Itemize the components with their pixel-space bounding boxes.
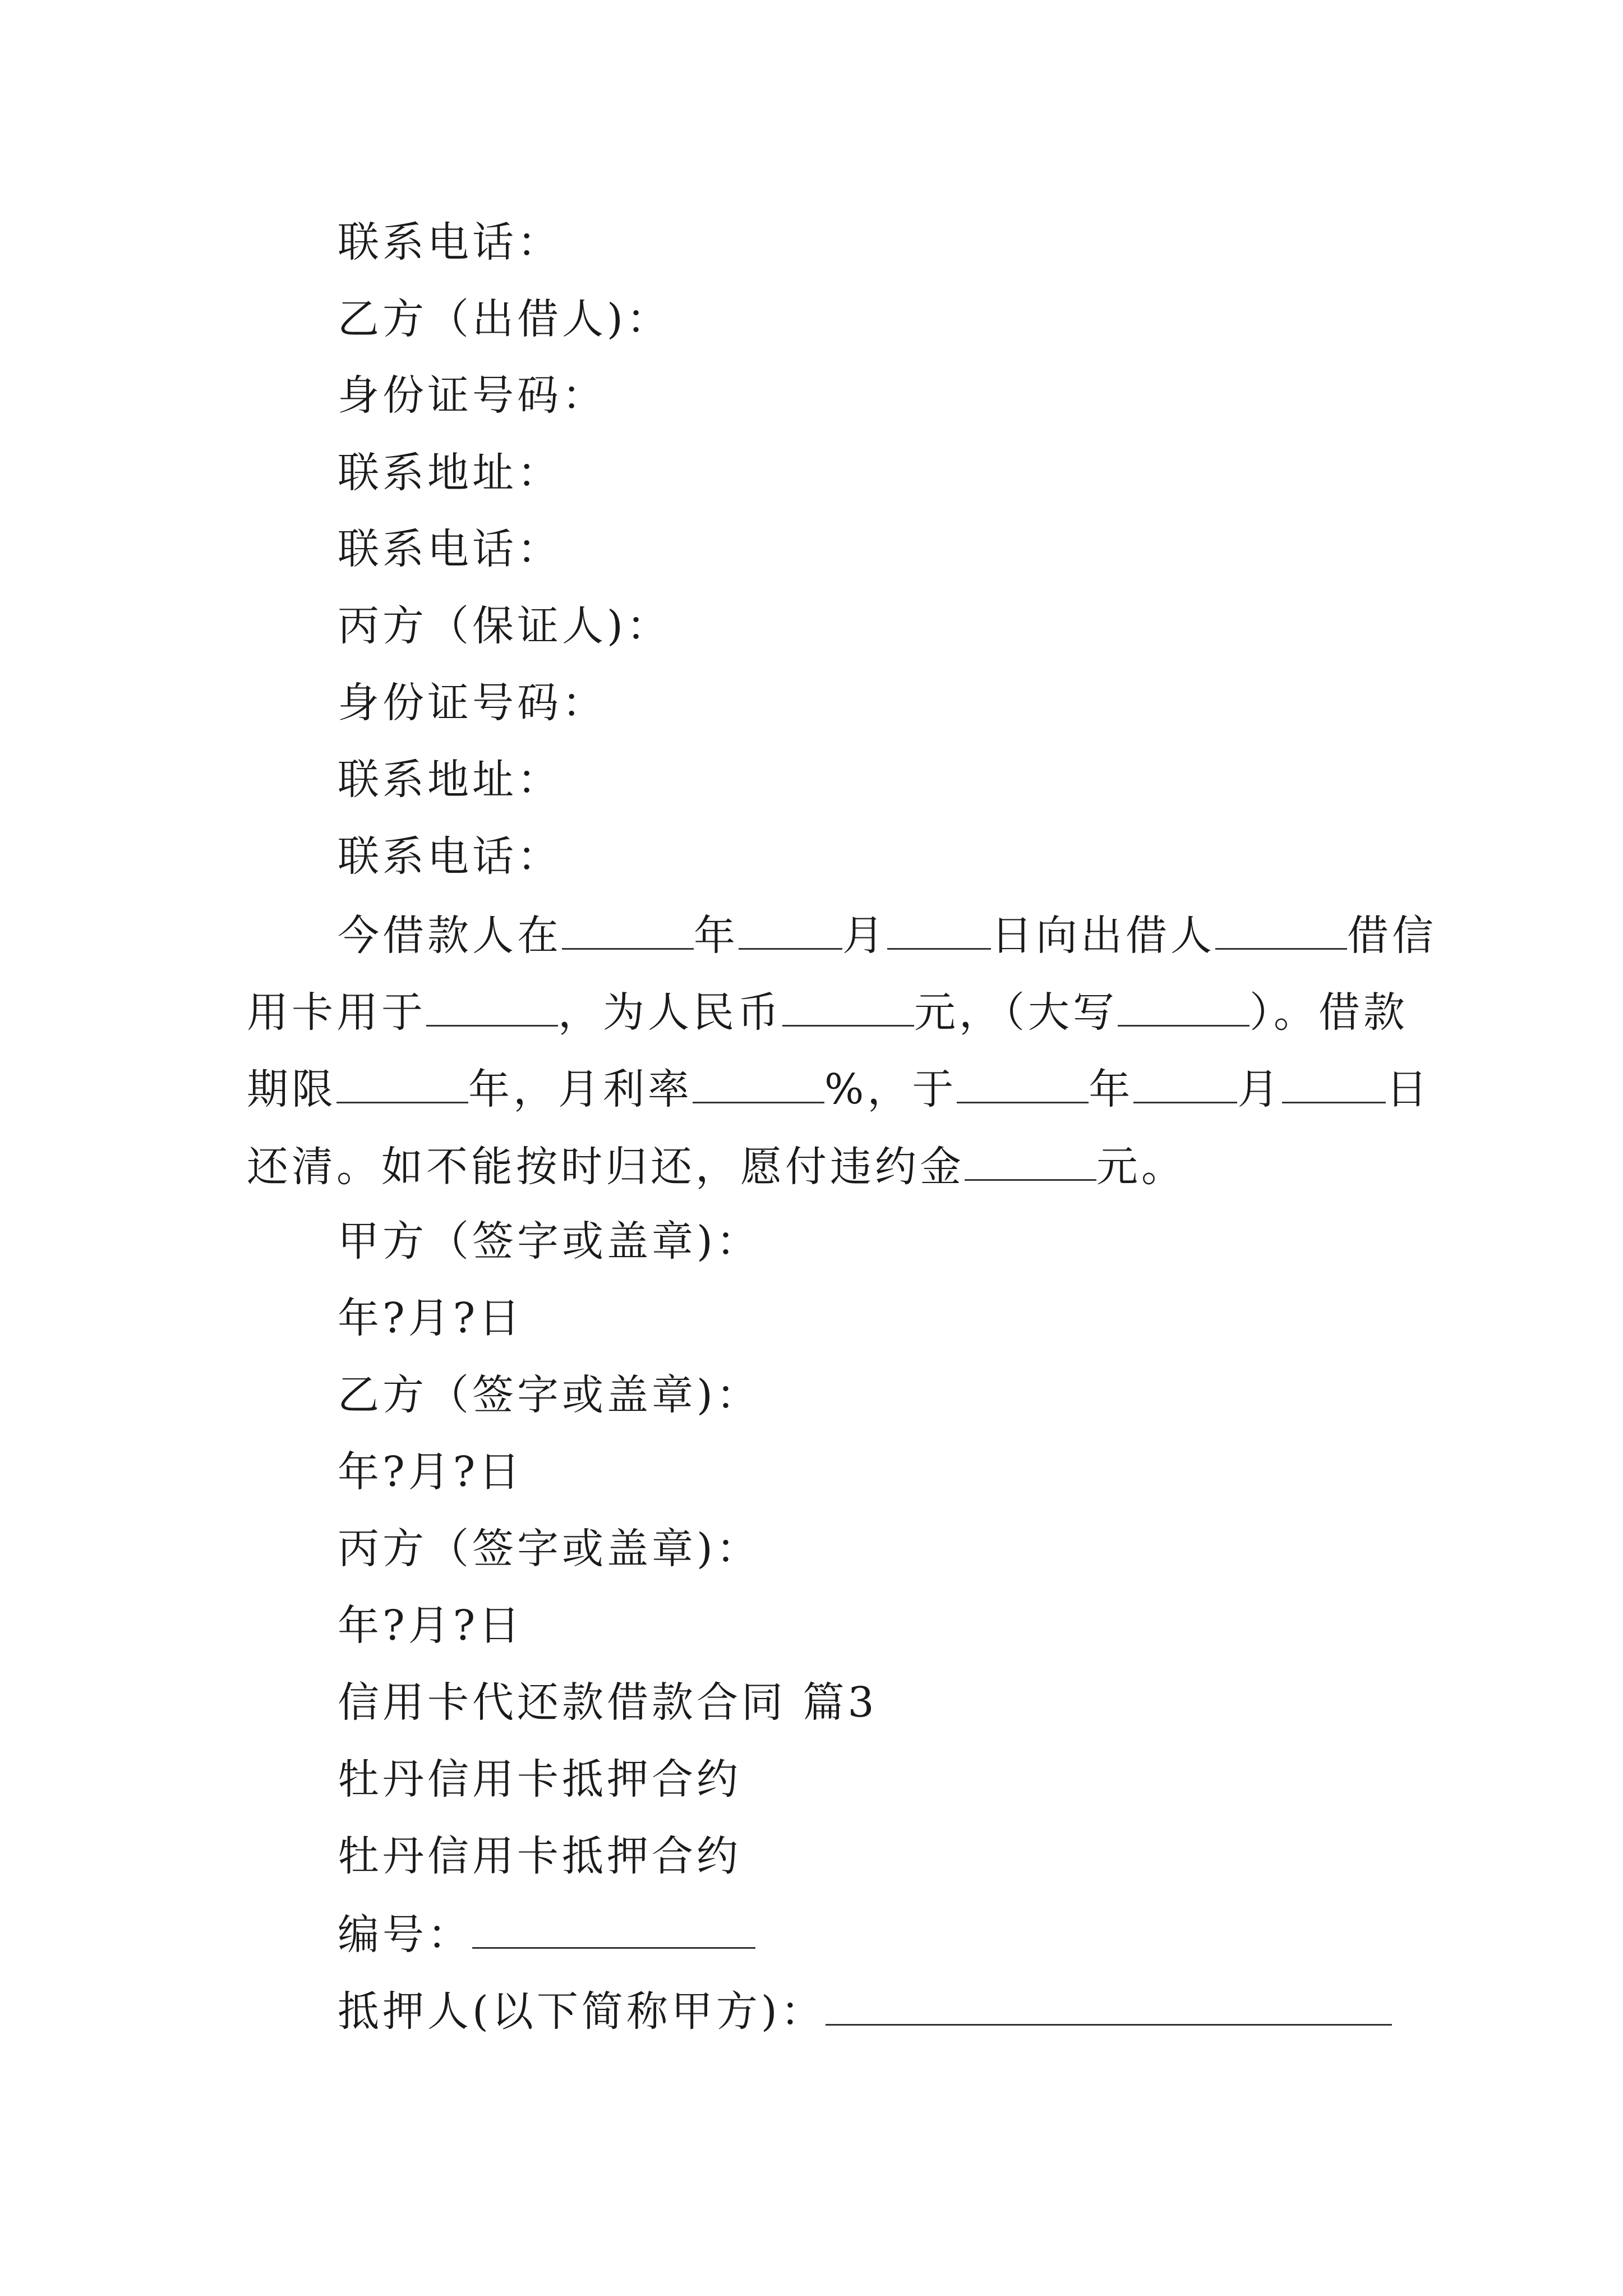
fill-blank[interactable] [426,990,558,1027]
fill-blank[interactable] [887,913,991,950]
paragraph-text: ，为人民币 [558,988,782,1037]
contract-number-label: 编号： [338,1911,472,1959]
id-number-label: 身份证号码： [338,679,607,727]
paragraph-text: 期限 [247,1065,336,1114]
mortgagor-row [338,1987,1392,2036]
contact-phone-label: 联系电话： [338,218,562,266]
fill-blank[interactable] [957,1067,1089,1103]
mortgagor-label: 抵押人(以下简称甲方)： [338,1987,826,2036]
fill-blank[interactable] [562,913,694,950]
contact-address-label: 联系地址： [338,449,562,497]
signature-date: 年?月?日 [338,1602,524,1650]
signature-date: 年?月?日 [338,1294,524,1342]
paragraph-text: 元，（大写 [914,988,1118,1037]
party-c-guarantor-label: 丙方（保证人)： [338,602,671,650]
paragraph-row-3 [247,1065,1431,1114]
paragraph-text: 元。 [1096,1143,1186,1191]
paragraph-text: 还清。如不能按时归还，愿付违约金 [247,1143,965,1191]
paragraph-text: 今借款人在 [338,912,562,960]
fill-blank[interactable] [1133,1067,1237,1103]
paragraph-text: 借信 [1347,912,1437,960]
paragraph-row-1 [338,912,1437,960]
paragraph-text: 日向出借人 [991,912,1215,960]
paragraph-row-4 [247,1143,1186,1191]
paragraph-text: 日 [1386,1065,1431,1114]
section-heading: 信用卡代还款借款合同 篇3 [338,1678,878,1727]
party-b-lender-label: 乙方（出借人)： [338,295,671,343]
contract-title: 牡丹信用卡抵押合约 [338,1755,741,1803]
fill-blank[interactable] [336,1067,468,1103]
fill-blank[interactable] [739,913,842,950]
paragraph-text: 年，月利率 [468,1065,693,1114]
paragraph-text: 年 [1089,1065,1134,1114]
paragraph-text: ）。借款 [1249,988,1408,1037]
paragraph-text: 月 [1237,1065,1283,1114]
fill-blank[interactable] [965,1144,1096,1181]
mortgagor-blank[interactable] [826,1989,1392,2026]
contact-phone-label: 联系电话： [338,525,562,573]
paragraph-text: %，于 [824,1065,957,1114]
paragraph-row-2 [247,988,1408,1037]
party-c-signature-label: 丙方（签字或盖章)： [338,1525,761,1573]
fill-blank[interactable] [1215,913,1347,950]
id-number-label: 身份证号码： [338,371,607,420]
contract-number-row [338,1911,755,1959]
contact-phone-label: 联系电话： [338,832,562,881]
paragraph-text: 年 [694,912,739,960]
fill-blank[interactable] [782,990,914,1027]
party-a-signature-label: 甲方（签字或盖章)： [338,1217,761,1266]
paragraph-text: 用卡用于 [247,988,426,1037]
fill-blank[interactable] [1118,990,1249,1027]
contact-address-label: 联系地址： [338,756,562,804]
contract-number-blank[interactable] [472,1912,755,1949]
signature-date: 年?月?日 [338,1448,524,1496]
fill-blank[interactable] [693,1067,824,1103]
party-b-signature-label: 乙方（签字或盖章)： [338,1371,761,1419]
contract-title: 牡丹信用卡抵押合约 [338,1832,741,1880]
fill-blank[interactable] [1282,1067,1386,1103]
paragraph-text: 月 [842,912,887,960]
